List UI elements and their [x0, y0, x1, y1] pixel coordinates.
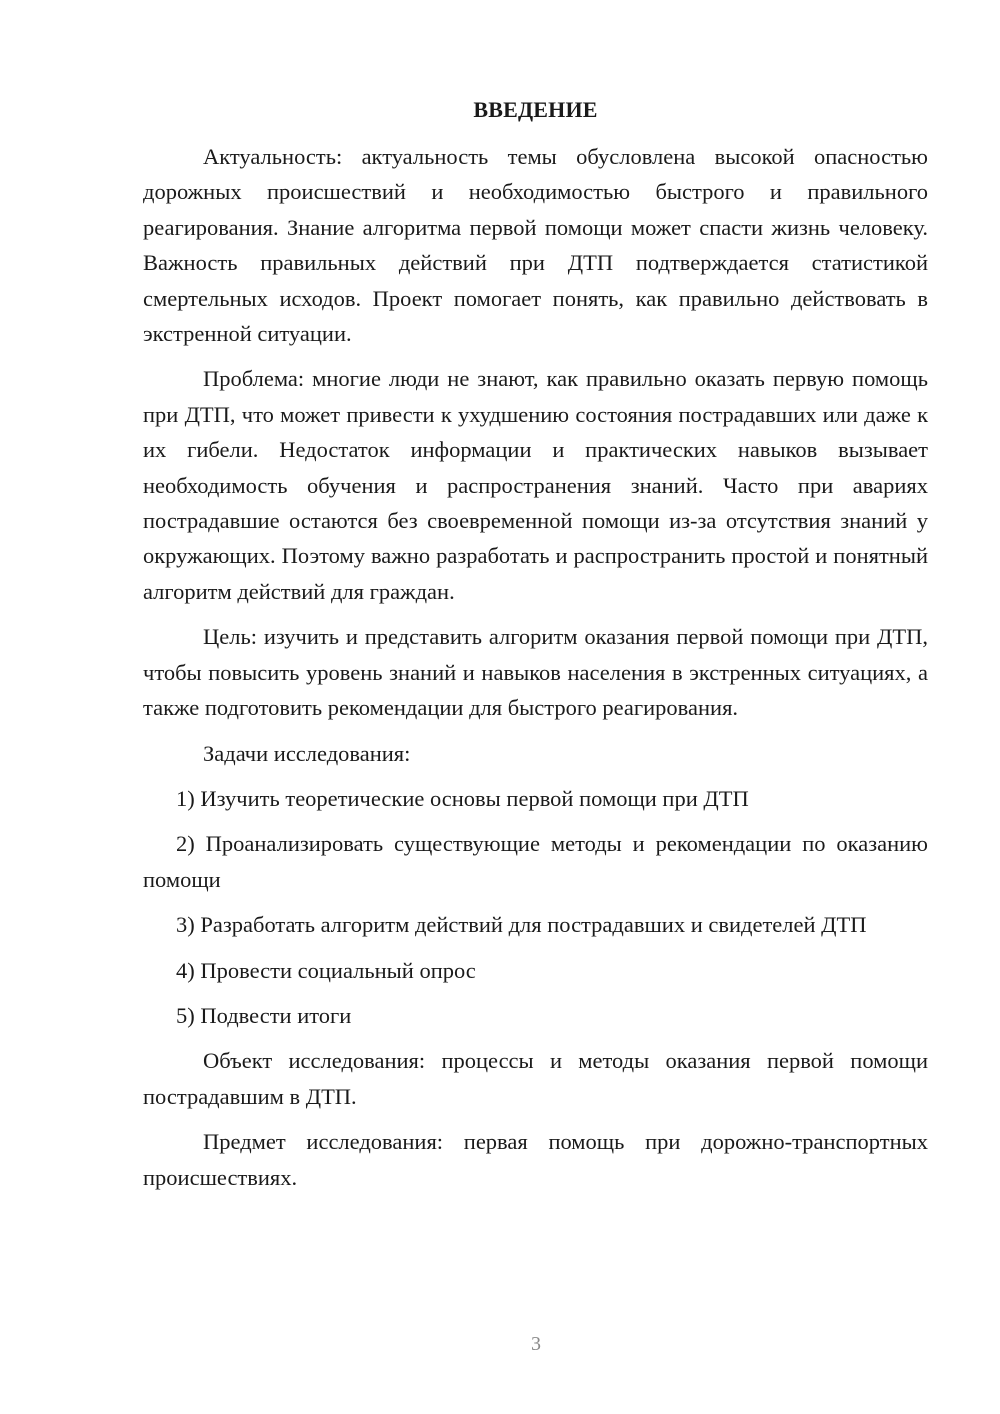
task-item-2: 2) Проанализировать существующие методы и рекомендации по оказанию помощи	[143, 831, 928, 892]
page-number: 3	[531, 1333, 541, 1355]
task-item-3: 3) Разработать алгоритм действий для пострадавших и свидетелей ДТП	[176, 912, 867, 938]
task-item-5: 5) Подвести итоги	[176, 1002, 352, 1028]
problem-paragraph: Проблема: многие люди не знают, как правильно оказать первую помощь при ДТП, что может привести к ухудшению состояния пострадавших или даже к их гибели. Недостаток информации и практических навыков вызывает необходимость обучения и распространения знаний. Часто при авариях пострадавшие остаются без своевременной помощи из-за отсутствия знаний у окружающих. Поэтому важно разработать и распространить простой и понятный алгоритм действий для граждан.	[143, 366, 928, 604]
subject-paragraph: Предмет исследования: первая помощь при дорожно-транспортных происшествиях.	[143, 1129, 928, 1190]
goal-paragraph: Цель: изучить и представить алгоритм оказания первой помощи при ДТП, чтобы повысить уровень знаний и навыков населения в экстренных ситуациях, а также подготовить рекомендации для быстрого реагирования.	[143, 624, 928, 721]
object-paragraph: Объект исследования: процессы и методы оказания первой помощи пострадавшим в ДТП.	[143, 1048, 928, 1109]
page-title: ВВЕДЕНИЕ	[473, 97, 598, 122]
document-page	[143, 94, 928, 1205]
task-item-4: 4) Провести социальный опрос	[176, 957, 476, 983]
tasks-heading: Задачи исследования:	[203, 740, 411, 766]
task-item-1: 1) Изучить теоретические основы первой помощи при ДТП	[176, 785, 749, 811]
relevance-paragraph: Актуальность: актуальность темы обусловлена высокой опасностью дорожных происшествий и необходимостью быстрого и правильного реагирования. Знание алгоритма первой помощи может спасти жизнь человеку. Важность правильных действий при ДТП подтверждается статистикой смертельных исходов. Проект помогает понять, как правильно действовать в экстренной ситуации.	[143, 144, 928, 347]
